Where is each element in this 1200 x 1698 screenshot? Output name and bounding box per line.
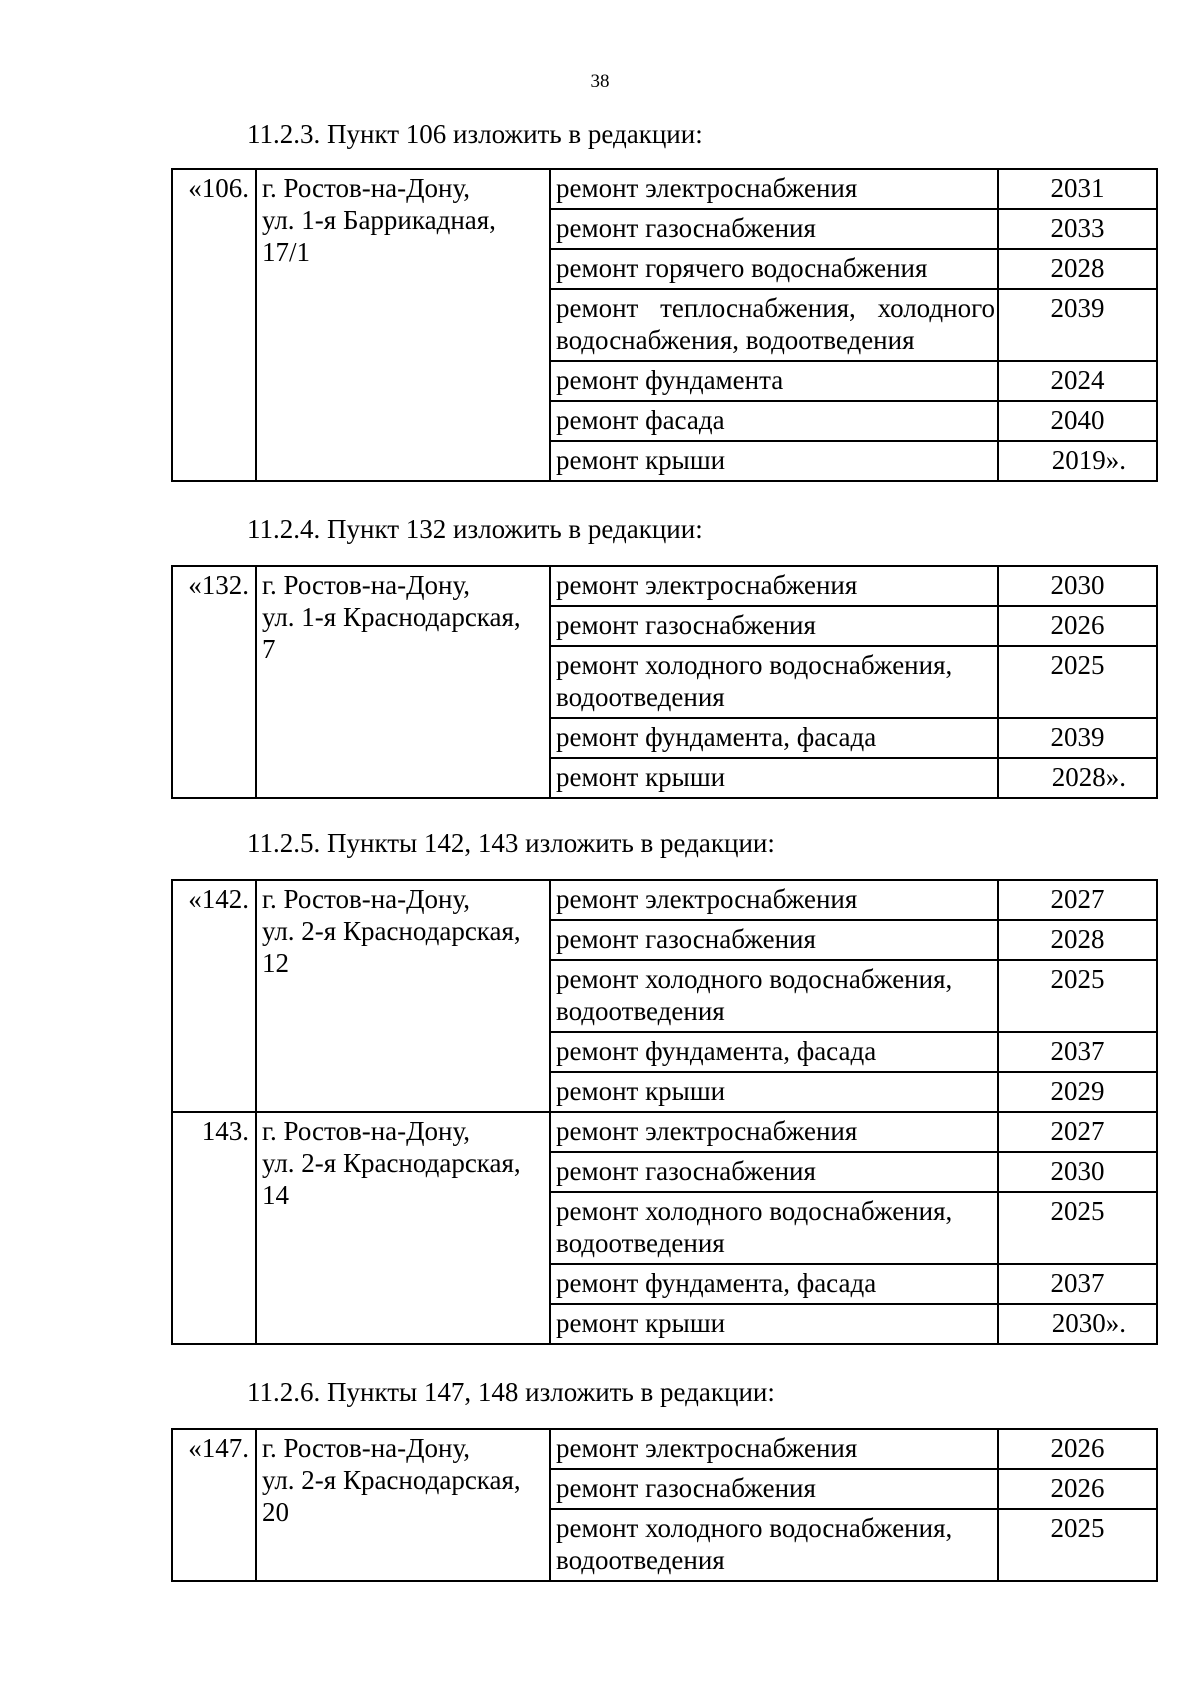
work-year: 2029 <box>998 1072 1157 1112</box>
repair-table <box>171 879 1158 1345</box>
repair-table <box>171 1428 1158 1582</box>
item-number: «132. <box>172 566 256 798</box>
work-type: ремонт газоснабжения <box>550 209 998 249</box>
work-type: ремонт электроснабжения <box>550 566 998 606</box>
address-house: 17/1 <box>262 237 311 267</box>
work-year: 2025 <box>998 1192 1157 1264</box>
address-house: 7 <box>262 634 276 664</box>
repair-table <box>171 565 1158 799</box>
work-type: ремонт теплоснабжения, холодного водоснабжения, водоотведения <box>550 289 998 361</box>
work-year: 2039 <box>998 718 1157 758</box>
address-cell <box>256 566 550 798</box>
work-year: 2037 <box>998 1032 1157 1072</box>
work-year: 2024 <box>998 361 1157 401</box>
address-street: ул. 2-я Краснодарская, <box>262 1148 521 1178</box>
address-street: ул. 2-я Краснодарская, <box>262 916 521 946</box>
address-street: ул. 1-я Краснодарская, <box>262 602 521 632</box>
work-year: 2019». <box>998 441 1157 481</box>
address-city: г. Ростов-на-Дону, <box>262 884 471 914</box>
address-cell <box>256 1429 550 1581</box>
work-year: 2030 <box>998 1152 1157 1192</box>
work-year: 2025 <box>998 960 1157 1032</box>
item-number: «106. <box>172 169 256 481</box>
work-type: ремонт газоснабжения <box>550 1469 998 1509</box>
work-type: ремонт фундамента, фасада <box>550 1032 998 1072</box>
address-street: ул. 1-я Баррикадная, <box>262 205 496 235</box>
work-type: ремонт электроснабжения <box>550 1429 998 1469</box>
address-city: г. Ростов-на-Дону, <box>262 173 471 203</box>
repair-table <box>171 168 1158 482</box>
work-year: 2040 <box>998 401 1157 441</box>
item-number: «147. <box>172 1429 256 1581</box>
section-heading: 11.2.5. Пункты 142, 143 изложить в редакции: <box>247 828 775 858</box>
work-type: ремонт фундамента, фасада <box>550 1264 998 1304</box>
section-heading: 11.2.3. Пункт 106 изложить в редакции: <box>247 119 703 149</box>
work-year: 2026 <box>998 1429 1157 1469</box>
section-heading: 11.2.6. Пункты 147, 148 изложить в редакции: <box>247 1377 775 1407</box>
work-type: ремонт горячего водоснабжения <box>550 249 998 289</box>
address-cell <box>256 1112 550 1344</box>
address-cell <box>256 169 550 481</box>
address-house: 20 <box>262 1497 289 1527</box>
work-type: ремонт фундамента <box>550 361 998 401</box>
address-city: г. Ростов-на-Дону, <box>262 1116 471 1146</box>
work-year: 2025 <box>998 646 1157 718</box>
work-type: ремонт газоснабжения <box>550 606 998 646</box>
work-year: 2031 <box>998 169 1157 209</box>
work-year: 2025 <box>998 1509 1157 1581</box>
page-number: 38 <box>590 71 610 92</box>
work-type: ремонт фундамента, фасада <box>550 718 998 758</box>
item-number: «142. <box>172 880 256 1112</box>
work-year: 2039 <box>998 289 1157 361</box>
address-cell <box>256 880 550 1112</box>
work-type: ремонт холодного водоснабжения, водоотведения <box>550 960 998 1032</box>
item-number: 143. <box>172 1112 256 1344</box>
address-street: ул. 2-я Краснодарская, <box>262 1465 521 1495</box>
work-type: ремонт электроснабжения <box>550 880 998 920</box>
work-year: 2027 <box>998 880 1157 920</box>
work-type: ремонт крыши <box>550 441 998 481</box>
work-type: ремонт газоснабжения <box>550 920 998 960</box>
work-type: ремонт холодного водоснабжения, водоотведения <box>550 1192 998 1264</box>
work-year: 2033 <box>998 209 1157 249</box>
work-year: 2030 <box>998 566 1157 606</box>
address-house: 12 <box>262 948 289 978</box>
work-year: 2037 <box>998 1264 1157 1304</box>
address-city: г. Ростов-на-Дону, <box>262 1433 471 1463</box>
work-type: ремонт крыши <box>550 1072 998 1112</box>
work-year: 2030». <box>998 1304 1157 1344</box>
address-city: г. Ростов-на-Дону, <box>262 570 471 600</box>
section-heading: 11.2.4. Пункт 132 изложить в редакции: <box>247 514 703 544</box>
work-year: 2028 <box>998 249 1157 289</box>
work-type: ремонт газоснабжения <box>550 1152 998 1192</box>
address-house: 14 <box>262 1180 289 1210</box>
work-year: 2028 <box>998 920 1157 960</box>
work-type: ремонт фасада <box>550 401 998 441</box>
work-type: ремонт крыши <box>550 758 998 798</box>
work-type: ремонт электроснабжения <box>550 1112 998 1152</box>
work-type: ремонт электроснабжения <box>550 169 998 209</box>
work-type: ремонт холодного водоснабжения, водоотведения <box>550 1509 998 1581</box>
work-type: ремонт крыши <box>550 1304 998 1344</box>
work-type: ремонт холодного водоснабжения, водоотведения <box>550 646 998 718</box>
work-year: 2028». <box>998 758 1157 798</box>
work-year: 2026 <box>998 1469 1157 1509</box>
work-year: 2027 <box>998 1112 1157 1152</box>
work-year: 2026 <box>998 606 1157 646</box>
